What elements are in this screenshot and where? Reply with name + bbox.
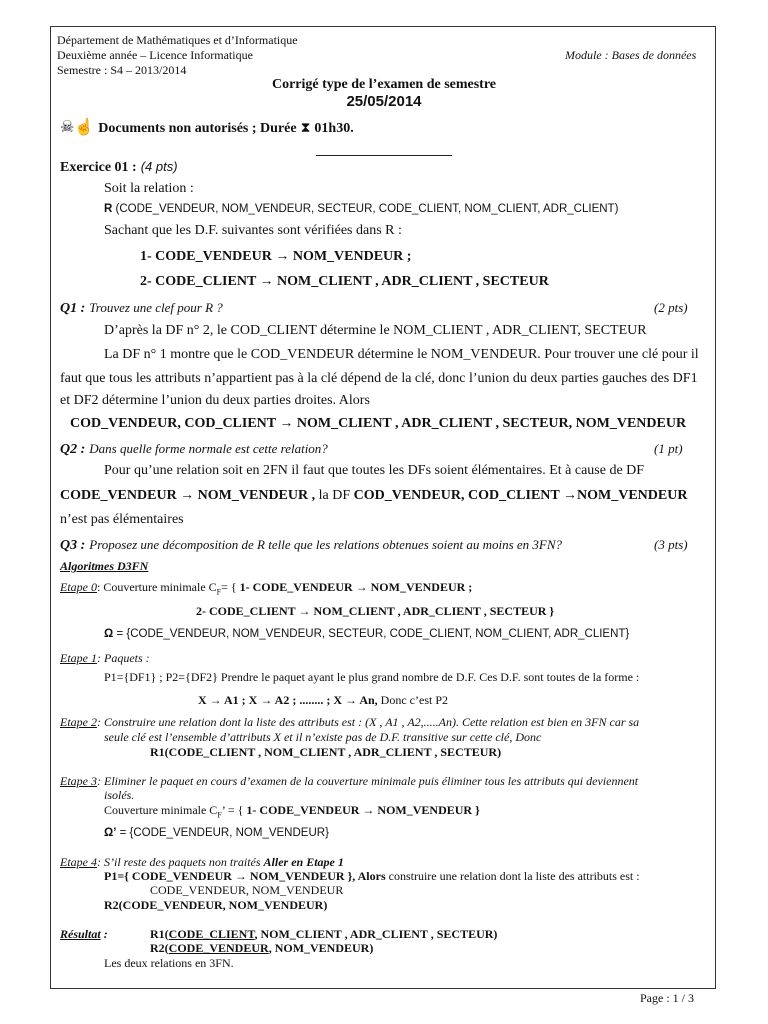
- exam-date: 25/05/2014: [346, 93, 422, 110]
- etape-3-line-2: isolés.: [104, 788, 135, 802]
- relation-definition: R (CODE_VENDEUR, NOM_VENDEUR, SECTEUR, CODE_CLIENT, NOM_CLIENT, ADR_CLIENT): [104, 203, 619, 215]
- q2-heading: Q2 : Dans quelle forme normale est cette relation?: [60, 441, 328, 457]
- q3-heading: Q3 : Proposez une décomposition de R telle que les relations obtenues soient au moins en 3FN?: [60, 537, 563, 553]
- q1-key-result: COD_VENDEUR, COD_CLIENT → NOM_CLIENT , ADR_CLIENT , SECTEUR, NOM_VENDEUR: [70, 416, 687, 431]
- header-semester: Semestre : S4 – 2013/2014: [57, 63, 187, 77]
- q1-line-4: et DF2 détermine l’union du deux parties droites. Alors: [60, 393, 370, 408]
- relation-intro: Soit la relation :: [104, 181, 194, 196]
- q1-heading: Q1 : Trouvez une clef pour R ?: [60, 300, 223, 316]
- header-module: Module : Bases de données: [565, 48, 697, 62]
- q1-line-1: D’après la DF n° 2, le COD_CLIENT détermine le NOM_CLIENT , ADR_CLIENT, SECTEUR: [104, 323, 647, 338]
- result-r2: R2(CODE_VENDEUR, NOM_VENDEUR): [150, 941, 374, 955]
- algo-title: Algoritmes D3FN: [60, 559, 149, 573]
- etape-0-df-2: 2- CODE_CLIENT → NOM_CLIENT , ADR_CLIENT , SECTEUR }: [196, 604, 555, 618]
- q1-line-2: La DF n° 1 montre que le COD_VENDEUR détermine le NOM_VENDEUR. Pour trouver une clé pour il: [104, 347, 699, 362]
- q2-line-3: n’est pas élémentaires: [60, 512, 184, 527]
- skull-icon: ☠: [60, 119, 75, 136]
- header-department: Département de Mathématiques et d’Informatique: [57, 33, 298, 47]
- etape-2-r1: R1(CODE_CLIENT , NOM_CLIENT , ADR_CLIENT , SECTEUR): [150, 745, 502, 759]
- header-year: Deuxième année – Licence Informatique: [57, 48, 253, 62]
- df-1: 1- CODE_VENDEUR → NOM_VENDEUR ;: [140, 249, 412, 264]
- title-divider: [316, 155, 452, 156]
- notice-line: ☠☝ Documents non autorisés ; Durée ⧗ 01h30.: [60, 119, 354, 136]
- etape-2: Etape 2: Construire une relation dont la liste des attributs est : (X , A1 , A2,.....An). Cette relation est bien en 3FN car sa: [60, 715, 640, 729]
- result-final: Les deux relations en 3FN.: [104, 956, 234, 970]
- q3-points: (3 pts): [654, 537, 688, 552]
- etape-4-r2: R2(CODE_VENDEUR, NOM_VENDEUR): [104, 898, 328, 912]
- etape-3: Etape 3: Eliminer le paquet en cours d’examen de la couverture minimale puis éliminer tous les attributs qui deviennent: [60, 774, 639, 788]
- etape-0: Etape 0: Couverture minimale $C_F=$ { 1- CODE_VENDEUR → NOM_VENDEUR ;: [60, 580, 473, 597]
- etape-4: Etape 4: S’il reste des paquets non traités Aller en Etape 1: [60, 855, 344, 869]
- omega-set: Ω = {CODE_VENDEUR, NOM_VENDEUR, SECTEUR, CODE_CLIENT, NOM_CLIENT, ADR_CLIENT}: [104, 628, 630, 640]
- etape-1-line: P1={DF1} ; P2={DF2} Prendre le paquet ayant le plus grand nombre de D.F. Ces D.F. sont toutes de la forme :: [104, 670, 640, 684]
- pointing-hand-icon: ☝: [74, 119, 95, 136]
- result-r1: R1(CODE_CLIENT, NOM_CLIENT , ADR_CLIENT , SECTEUR): [150, 927, 498, 941]
- exercise-heading: Exercice 01 : (4 pts): [60, 159, 178, 175]
- etape-1-form: X → A1 ; X → A2 ; ........ ; X → An, Donc c’est P2: [198, 693, 448, 707]
- q1-points: (2 pts): [654, 300, 688, 315]
- q2-points: (1 pt): [654, 441, 683, 456]
- etape-2-line-2: seule clé est l’ensemble d’attributs X et il n’existe pas de D.F. transitive sur cette clé, Donc: [104, 730, 542, 744]
- q2-line-2: CODE_VENDEUR → NOM_VENDEUR , la DF COD_VENDEUR, COD_CLIENT →NOM_VENDEUR: [60, 488, 688, 503]
- df-2: 2- CODE_CLIENT → NOM_CLIENT , ADR_CLIENT , SECTEUR: [140, 274, 549, 289]
- page-number: Page : 1 / 3: [640, 991, 694, 1005]
- etape-3-coverage: Couverture minimale $C_F$’ = { 1- CODE_VENDEUR → NOM_VENDEUR }: [104, 803, 480, 820]
- omega-prime-set: Ω’ = {CODE_VENDEUR, NOM_VENDEUR}: [104, 827, 329, 839]
- result-label: Résultat :: [60, 927, 108, 941]
- etape-4-p1: P1={ CODE_VENDEUR → NOM_VENDEUR }, Alors construire une relation dont la liste des attributs est :: [104, 869, 640, 883]
- df-intro: Sachant que les D.F. suivantes sont vérifiées dans R :: [104, 223, 402, 238]
- etape-1: Etape 1: Paquets :: [60, 651, 150, 665]
- q2-line-1: Pour qu’une relation soit en 2FN il faut que toutes les DFs soient élémentaires. Et à cause de DF: [104, 463, 645, 478]
- etape-4-attrs: CODE_VENDEUR, NOM_VENDEUR: [150, 883, 344, 897]
- exam-title: Corrigé type de l’examen de semestre: [271, 77, 497, 92]
- hourglass-icon: ⧗: [300, 121, 311, 136]
- q1-line-3: faut que tous les attributs n’appartient pas à la clé dépend de la clé, donc l’union du deux parties gauches des DF1: [60, 371, 698, 386]
